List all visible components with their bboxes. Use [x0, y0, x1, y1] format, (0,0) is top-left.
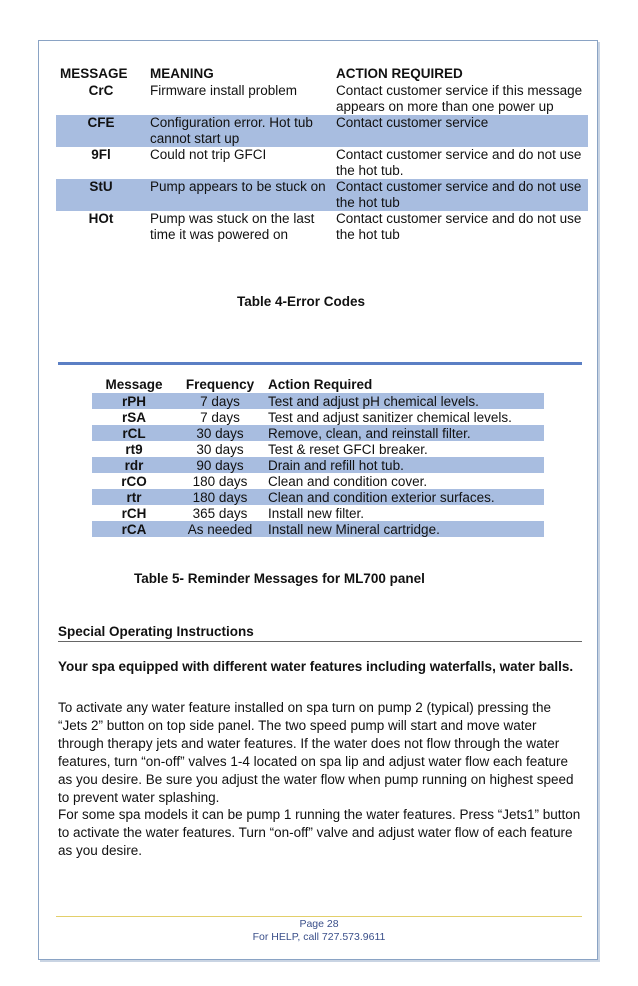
table-row	[56, 83, 588, 115]
error-meaning: Pump was stuck on the last time it was powered on	[150, 211, 315, 242]
reminder-code: rSA	[121, 409, 146, 425]
error-meaning: Pump appears to be stuck on	[146, 179, 332, 211]
page-number: Page 28	[299, 918, 339, 930]
page-footer	[58, 918, 580, 944]
help-line: For HELP, call 727.573.9611	[252, 931, 386, 943]
column-header: ACTION REQUIRED	[336, 66, 463, 81]
reminder-code: rCH	[121, 505, 147, 521]
reminder-messages-table	[92, 376, 544, 537]
reminder-code: rCO	[121, 473, 147, 489]
table-row	[56, 115, 588, 147]
error-code: CrC	[88, 83, 114, 98]
column-header: Action Required	[268, 377, 373, 392]
table-row	[92, 457, 544, 473]
reminder-frequency: 180 days	[192, 473, 248, 489]
error-codes-table	[56, 66, 588, 243]
error-action: Contact customer service and do not use the hot tub	[332, 179, 588, 211]
reminder-action: Install new Mineral cartridge.	[264, 521, 544, 537]
table-row	[92, 409, 544, 425]
table-header-row	[56, 66, 588, 83]
reminder-code: rCA	[92, 521, 176, 537]
table-row	[92, 473, 544, 489]
reminder-frequency: 30 days	[196, 441, 244, 457]
table-row	[56, 179, 588, 211]
reminder-code: rtr	[92, 489, 176, 505]
error-meaning: Firmware install problem	[150, 83, 298, 98]
reminder-action: Clean and condition cover.	[268, 473, 428, 489]
reminder-code: rCL	[92, 425, 176, 441]
reminder-action: Clean and condition exterior surfaces.	[264, 489, 544, 505]
table-row	[56, 147, 588, 179]
error-code: CFE	[56, 115, 146, 147]
error-meaning: Configuration error. Hot tub cannot start up	[146, 115, 332, 147]
reminder-frequency: As needed	[176, 521, 264, 537]
reminder-action: Drain and refill hot tub.	[264, 457, 544, 473]
intro-paragraph: Your spa equipped with different water features including waterfalls, water balls.	[58, 659, 574, 674]
reminder-code: rdr	[92, 457, 176, 473]
reminder-action: Test & reset GFCI breaker.	[268, 441, 428, 457]
reminder-frequency: 7 days	[176, 393, 264, 409]
section-heading: Special Operating Instructions	[58, 624, 582, 642]
table-row	[92, 521, 544, 537]
reminder-action: Test and adjust pH chemical levels.	[264, 393, 544, 409]
reminder-action: Test and adjust sanitizer chemical levels.	[268, 409, 512, 425]
reminder-frequency: 90 days	[176, 457, 264, 473]
reminder-frequency: 30 days	[176, 425, 264, 441]
table-row	[92, 393, 544, 409]
reminder-action: Install new filter.	[268, 505, 365, 521]
error-code: 9Fl	[91, 147, 111, 162]
table-row	[56, 211, 588, 243]
reminder-code: rPH	[92, 393, 176, 409]
table-row	[92, 505, 544, 521]
error-meaning: Could not trip GFCI	[150, 147, 267, 162]
reminder-frequency: 7 days	[200, 409, 240, 425]
table-row	[92, 489, 544, 505]
table-caption: Table 5- Reminder Messages for ML700 panel	[134, 571, 425, 586]
table-header-row	[92, 376, 544, 393]
table-row	[92, 441, 544, 457]
body-paragraph: To activate any water feature installed on spa turn on pump 2 (typical) pressing the “Jets 2” button on top side panel. The two speed pump will start and move water through therapy jets and water features. If the water does not flow through the water features, turn “on-off” valves 1-4 located on spa lip and adjust water flow each feature as you desire. Be sure you adjust the water flow when pump running on highest speed to prevent water splashing.	[58, 700, 574, 805]
error-code: StU	[56, 179, 146, 211]
column-header: MEANING	[150, 66, 214, 81]
column-header: Message	[105, 377, 163, 392]
section-divider	[58, 362, 582, 365]
column-header: MESSAGE	[60, 66, 128, 81]
reminder-frequency: 365 days	[192, 505, 248, 521]
body-paragraph: For some spa models it can be pump 1 running the water features. Press “Jets1” button to activate the water features. Turn “on-off” valve and adjust water flow of each feature as you desire.	[58, 807, 581, 858]
reminder-code: rt9	[125, 441, 143, 457]
error-action: Contact customer service	[332, 115, 588, 147]
reminder-action: Remove, clean, and reinstall filter.	[264, 425, 544, 441]
error-action: Contact customer service if this message appears on more than one power up	[336, 83, 583, 114]
reminder-frequency: 180 days	[176, 489, 264, 505]
error-code: HOt	[88, 211, 114, 226]
footer-divider	[56, 916, 582, 917]
table-row	[92, 425, 544, 441]
column-header: Frequency	[185, 377, 255, 392]
error-action: Contact customer service and do not use the hot tub.	[336, 147, 582, 178]
error-action: Contact customer service and do not use the hot tub	[336, 211, 582, 242]
table-caption: Table 4-Error Codes	[236, 294, 366, 309]
